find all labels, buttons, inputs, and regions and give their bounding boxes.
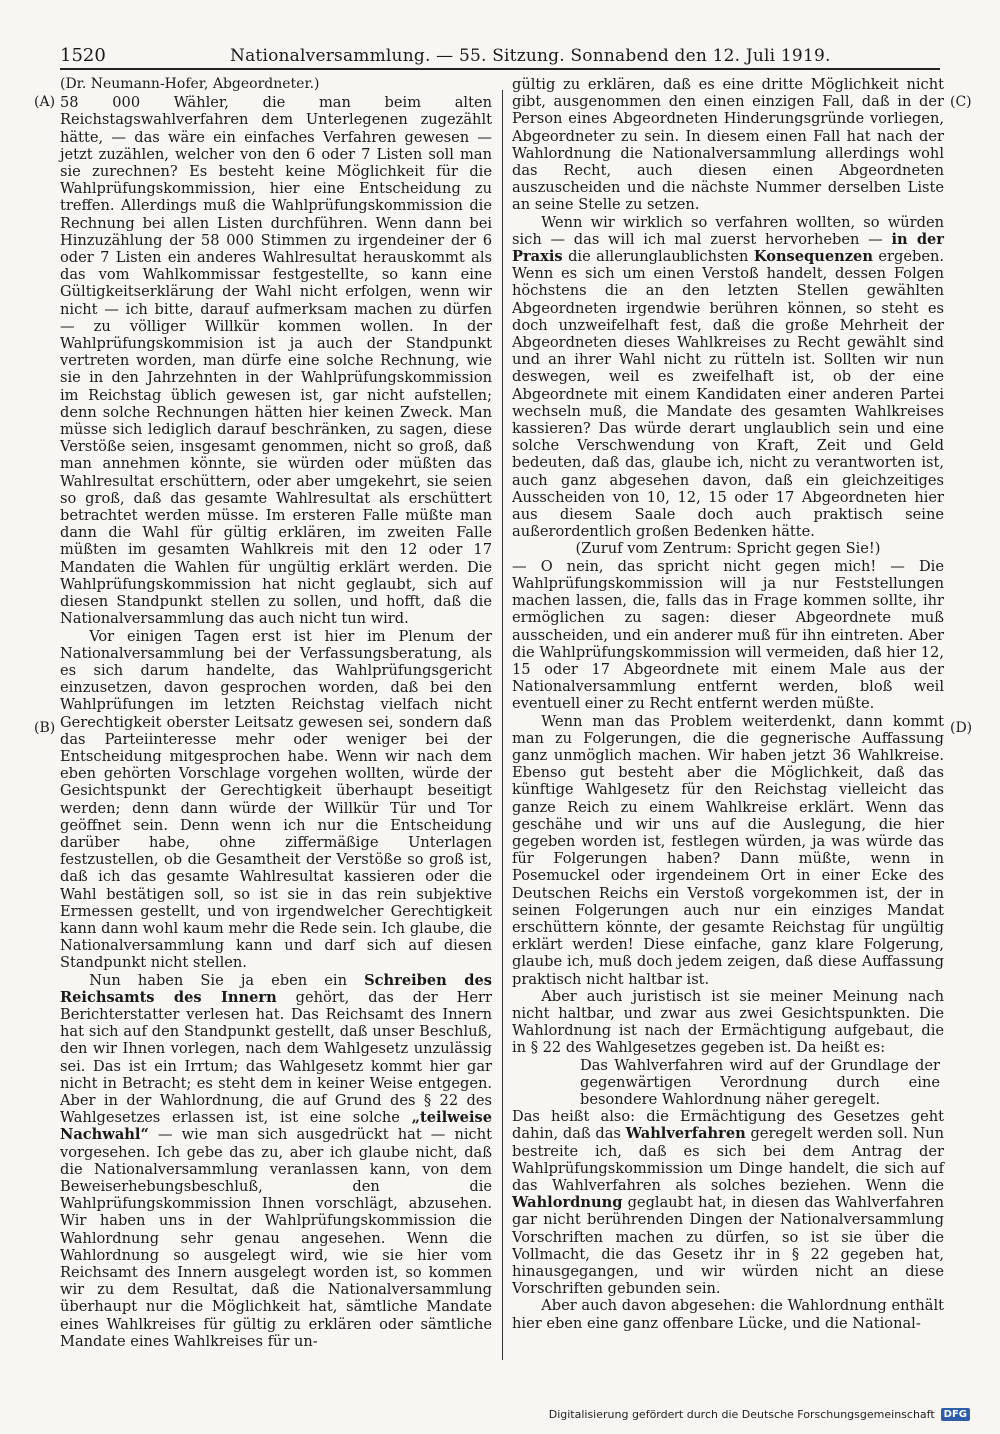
credit-text: Digitalisierung gefördert durch die Deutsche Forschungsgemeinschaft <box>548 1408 935 1421</box>
paragraph: — O nein, das spricht nicht gegen mich! — Die Wahlprüfungskommission will ja nur Feststellungen machen lassen, die, falls das in Frage kommen sollte, ihr ermöglichen zu sagen: dieser Abgeordnete muß ausscheiden, und ein anderer muß für ihn eintreten. Aber die Wahlprüfungskommission will vermeiden, daß hier 12, 15 oder 17 Abgeordnete mit einem Male aus der Nationalversammlung entfernt werden, bloß weil eventuell einer zu Recht entfernt werden müßte. <box>512 557 944 713</box>
speaker-line: (Dr. Neumann-Hofer, Abgeordneter.) <box>60 76 320 92</box>
interjection: (Zuruf vom Zentrum: Spricht gegen Sie!) <box>575 540 881 558</box>
text-run: die allerunglaublichsten <box>568 248 749 266</box>
block-quote: Das Wahlverfahren wird auf der Grundlage der gegenwärtigen Verordnung durch eine besondere Wahlordnung näher geregelt. <box>580 1056 940 1108</box>
margin-letter-b: (B) <box>34 720 56 736</box>
paragraph: gültig zu erklären, daß es eine dritte Möglichkeit nicht gibt, ausgenommen den einen einzigen Fall, daß in der Person eines Abgeordneten Hinderungsgründe vorliegen, Abgeordneter zu sein. In diesem einen Fall hat nach der Wahlordnung die Nationalversammlung allerdings wohl das Recht, auch diesen einen Abgeordneten auszuscheiden und die nächste Nummer derselben Liste an seine Stelle zu setzen. <box>512 76 944 214</box>
text-run: Das heißt also: die Ermächtigung des Gesetzes geht dahin, daß das <box>512 1108 944 1143</box>
paragraph <box>512 214 944 541</box>
paragraph: 58 000 Wähler, die man beim alten Reichstagswahlverfahren dem Unterlegenen zugezählt hätte, — das wäre ein einfaches Verfahren gewesen — jetzt zuzählen, welcher von den 6 oder 7 Listen soll man sie zurechnen? Es besteht keine Möglichkeit für die Wahlprüfungskommission, hier eine Entscheidung zu treffen. Allerdings muß die Wahlprüfungskommission die Rechnung bei allen Listen durchführen. Wenn dann bei Hinzuzählung der 58 000 Stimmen zu irgendeiner der 6 oder 7 Listen ein anderes Wahlresultat herauskommt als das vom Wahlkommissar festgestellte, so kann eine Gültigkeitserklärung der Wahl nicht erfolgen, wenn wir nicht — ich bitte, darauf aufmerksam machen zu dürfen — zu völliger Willkür kommen wollen. In der Wahlprüfungskommision ist ja auch der Standpunkt vertreten worden, man dürfe eine solche Rechnung, wie sie in den Jahrzehnten in der Wahlprüfungskommission im Reichstag üblich gewesen ist, gar nicht aufstellen; denn solche Rechnungen hätten hier keinen Zweck. Man müsse sich lediglich darauf beschränken, zu sagen, diese Verstöße seien, insgesamt genommen, nicht so groß, daß man annehmen könnte, sie würden oder müßten das Wahlresultat erschüttern, oder aber umgekehrt, sie seien so groß, daß das gesamte Wahlresultat als erschüttert betrachtet werden müsse. Im ersteren Falle müßte man dann die Wahl für gültig erklären, im zweiten Falle müßten im gesamten Wahlkreis mit den 12 oder 17 Mandaten die Wahlen für ungültig erklärt werden. Die Wahlprüfungskommission hat nicht geglaubt, sich auf diesen Standpunkt stellen zu sollen, und hofft, daß die Nationalversammlung das auch nicht tun wird. <box>60 94 492 628</box>
text-run: ergeben. Wenn es sich um einen Verstoß handelt, dessen Folgen höchstens die an den letzten Stellen gewählten Abgeordneten irgendwie berühren können, so steht es doch unzweifelhaft fest, daß die große Mehrheit der Abgeordneten dieses Wahlkreises zu Recht gewählt sind und an ihrer Wahl nicht zu rütteln ist. Sollten wir nun deswegen, weil es zweifelhaft ist, ob der eine Abgeordnete mit einem Kandidaten einer anderen Partei wechseln muß, die Mandate des gesamten Wahlkreises kassieren? Das würde derart unglaublich sein und eine solche Verschwendung von Kraft, Zeit und Geld bedeuten, daß das, glaube ich, nicht zu verantworten ist, auch ganz abgesehen davon, daß ein gleichzeitiges Ausscheiden von 10, 12, 15 oder 17 Abgeordneten hier aus diesem Saale doch auch praktisch seine außerordentlich großen Bedenken hätte. <box>512 248 945 541</box>
paragraph: Aber auch davon abgesehen: die Wahlordnung enthält hier eben eine ganz offenbare Lücke, und die National- <box>512 1297 944 1332</box>
text-run: Wenn wir wirklich so verfahren wollten, so würden sich — das will ich mal zuerst hervorheben — <box>512 213 944 248</box>
right-column <box>512 76 944 1332</box>
text-run: gehört, das der Herr Berichterstatter verlesen hat. Das Reichsamt des Innern hat sich auf den Standpunkt gestellt, daß unser Beschluß, den wir Ihnen vorlegen, nach dem Wahlgesetz unzulässig sei. Das ist ein Irrtum; das Wahlgesetz kommt hier gar nicht in Betracht; es steht dem in keiner Weise entgegen. Aber in der Wahlordnung, die auf Grund des § 22 des Wahlgesetzes erlassen ist, ist eine solche <box>60 988 492 1127</box>
text-run: geregelt werden soll. Nun bestreite ich, daß es sich bei dem Antrag der Wahlprüfungskommission um Dinge handelt, die sich auf das Wahlverfahren als solches beziehen. Wenn die <box>512 1125 945 1194</box>
left-column <box>60 76 492 1350</box>
margin-letter-a: (A) <box>34 94 56 110</box>
paragraph: Wenn man das Problem weiterdenkt, dann kommt man zu Folgerungen, die die gegnerische Auffassung ganz unmöglich machen. Wir haben jetzt 36 Wahlkreise. Ebenso gut besteht aber die Möglichkeit, daß das künftige Wahlgesetz für den Reichstag vielleicht das ganze Reich zu einem Wahlkreise erklärt. Wenn das geschähe und wir uns auf die Auslegung, die hier gegeben worden ist, festlegen würden, ja was würde das für Folgerungen haben? Dann müßte, wenn in Posemuckel oder irgendeinem Ort in einer Ecke des Deutschen Reichs ein Verstoß vorgekommen ist, der in seinen Folgerungen auch nur ein einziges Mandat erschüttern könnte, der gesamte Reichstag für ungültig erklärt werden! Diese einfache, ganz klare Folgerung, glaube ich, muß doch jedem zeigen, daß diese Auffassung praktisch nicht haltbar ist. <box>512 712 944 988</box>
margin-letter-d: (D) <box>950 720 973 736</box>
text-run: — wie man sich ausgedrückt hat — nicht vorgesehen. Ich gebe das zu, aber ich glaube nicht, daß die Nationalversammlung veranlassen kann, von dem Beweiserhebungsbeschluß, den die Wahlprüfungskommission Ihnen vorschlägt, abzusehen. Wir haben uns in der Wahlprüfungskommission die Wahlordnung sehr genau angesehen. Wenn die Wahlordnung so ausgelegt wird, wie sie hier vom Reichsamt des Innern ausgelegt worden ist, so kommen wir zu dem Resultat, daß die Nationalversammlung überhaupt nur die Möglichkeit hat, sämtliche Mandate eines Wahlkreises für gültig zu erklären oder sämtliche Mandate eines Wahlkreises für un- <box>60 1126 492 1350</box>
paragraph: Aber auch juristisch ist sie meiner Meinung nach nicht haltbar, und zwar aus zwei Gesichtspunkten. Die Wahlordnung ist nach der Ermächtigung aufgebaut, die in § 22 des Wahlgesetzes gegeben ist. Da heißt es: <box>512 987 944 1057</box>
page-header <box>60 44 940 68</box>
emphasis: Schreiben des Reichsamts des Innern <box>60 971 492 1006</box>
dfg-logo: DFG <box>941 1408 970 1421</box>
emphasis: Konsequenzen <box>753 248 873 266</box>
emphasis: Wahlordnung <box>512 1194 623 1212</box>
margin-letter-c: (C) <box>950 94 972 110</box>
text-run: geglaubt hat, in diesen das Wahlverfahren gar nicht berührenden Dingen der Nationalversammlung Vorschriften machen zu dürfen, so ist sie über die Vollmacht, die das Gesetz ihr in § 22 gegeben hat, hinausgegangen, und wir würden nicht an diese Vorschriften gebunden sein. <box>512 1194 945 1298</box>
text-run: Nun haben Sie ja eben ein <box>89 971 347 989</box>
page-title: Nationalversammlung. — 55. Sitzung. Sonnabend den 12. Juli 1919. <box>230 46 831 66</box>
paragraph <box>512 1108 944 1297</box>
column-divider <box>502 90 503 1360</box>
page-number: 1520 <box>60 45 106 66</box>
emphasis: in der Praxis <box>512 230 944 266</box>
digitization-credit <box>549 1408 970 1421</box>
paragraph: Vor einigen Tagen erst ist hier im Plenum der Nationalversammlung bei der Verfassungsberatung, als es sich darum handelte, das Wahlprüfungsgericht einzusetzen, davon gesprochen worden, daß bei den Wahlprüfungen im letzten Reichstag vielfach nicht Gerechtigkeit oberster Leitsatz gewesen sei, sondern daß das Parteiinteresse mehr oder weniger bei der Entscheidung mitgesprochen habe. Wenn wir nach dem eben gehörten Vorschlage vorgehen wollten, würde der Gesichtspunkt der Gerechtigkeit überhaupt beseitigt werden; denn dann würde der Willkür Tür und Tor geöffnet sein. Denn wenn ich nur die Entscheidung darüber habe, ohne ziffermäßige Unterlagen festzustellen, ob die Gesamtheit der Verstöße so groß ist, daß ich das gesamte Wahlresultat kassieren oder die Wahl bestätigen soll, so ist sie in das rein subjektive Ermessen gestellt, und von irgendwelcher Gerechtigkeit kann dann wohl kaum mehr die Rede sein. Ich glaube, die Nationalversammlung kann und darf sich auf diesen Standpunkt nicht stellen. <box>60 627 492 972</box>
header-rule <box>60 68 940 70</box>
emphasis: „teilweise Nachwahl“ <box>60 1109 493 1144</box>
paragraph <box>60 972 492 1350</box>
emphasis: Wahlverfahren <box>625 1125 746 1143</box>
